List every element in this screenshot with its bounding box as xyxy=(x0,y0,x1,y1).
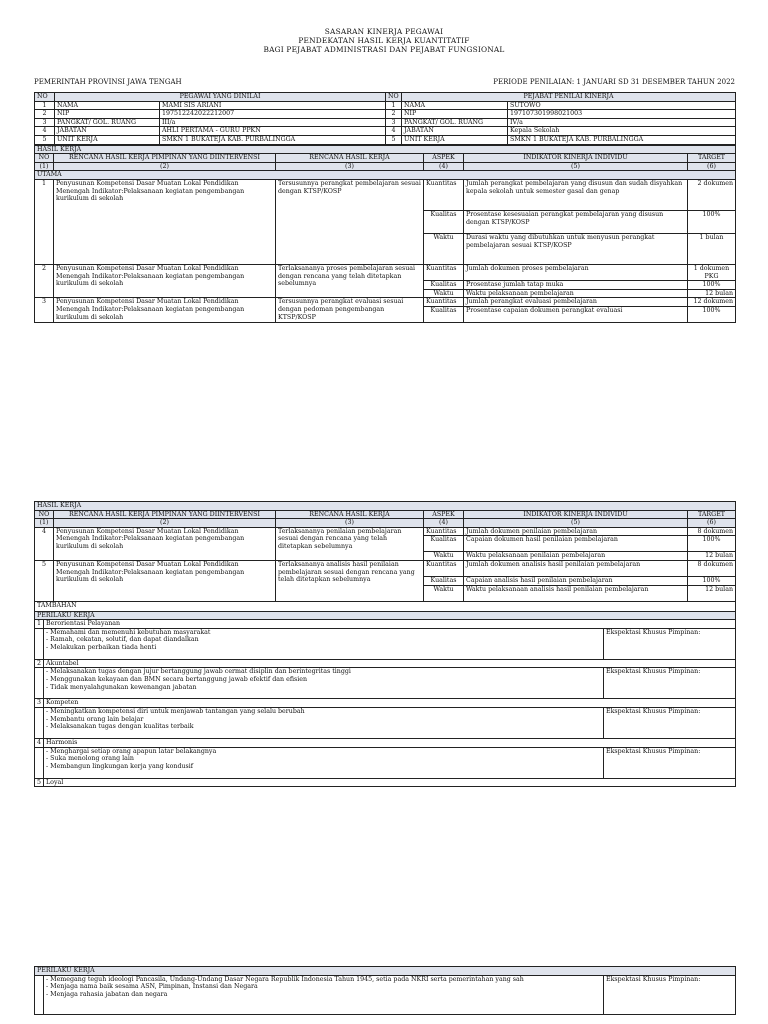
perilaku-title: Kompeten xyxy=(44,699,736,708)
id-no: 4 xyxy=(386,127,402,136)
indikator: Waktu pelaksanaan penilaian pembelajaran xyxy=(464,552,688,561)
perilaku-point: - Menjaga rahasia jabatan dan negara xyxy=(46,990,168,998)
col-target: TARGET xyxy=(688,510,736,519)
aspek: Kualitas xyxy=(424,306,464,322)
col-indikator: INDIKATOR KINERJA INDIVIDU xyxy=(464,510,688,519)
perilaku-table-cont xyxy=(34,966,736,1015)
doc-subtitle: PENDEKATAN HASIL KERJA KUANTITATIF xyxy=(298,36,470,45)
rhk-pimpinan: Penyusunan Kompetensi Dasar Muatan Lokal Pendidikan Menengah Indikator:Pelaksanaan kegiatan pengembangan kurikulum di sekolah xyxy=(54,179,276,264)
id-value: IV/a xyxy=(508,118,736,127)
doc-title: SASARAN KINERJA PEGAWAI xyxy=(324,27,444,36)
id-label: NIP xyxy=(55,110,160,119)
perilaku-title: Akuntabel xyxy=(44,659,736,668)
perilaku-title: Loyal xyxy=(44,778,736,787)
aspek: Kualitas xyxy=(424,281,464,290)
perilaku-heading: PERILAKU KERJA xyxy=(35,967,736,976)
target: 1 dokumen PKG xyxy=(688,264,736,280)
aspek: Kuantitas xyxy=(424,298,464,307)
id-label: NIP xyxy=(402,110,508,119)
target: 100% xyxy=(688,576,736,585)
target: 12 bulan xyxy=(688,289,736,298)
ekspektasi: Ekspektasi Khusus Pimpinan: xyxy=(604,747,736,778)
perilaku-points xyxy=(44,628,604,659)
target: 100% xyxy=(688,536,736,552)
col-no: NO xyxy=(35,154,54,163)
col-num: (3) xyxy=(276,519,424,528)
target: 1 bulan xyxy=(688,233,736,264)
perilaku-point: - Melaksanakan tugas dengan kualitas terbaik xyxy=(46,723,194,731)
col-num: (2) xyxy=(54,519,276,528)
no-header: NO xyxy=(35,93,55,102)
id-no: 5 xyxy=(386,135,402,144)
rhk-pimpinan: Penyusunan Kompetensi Dasar Muatan Lokal Pendidikan Menengah Indikator:Pelaksanaan kegiatan pengembangan kurikulum di sekolah xyxy=(54,527,276,560)
perilaku-point: - Membangun lingkungan kerja yang kondusif xyxy=(46,762,194,770)
col-indikator: INDIKATOR KINERJA INDIVIDU xyxy=(464,154,688,163)
target: 100% xyxy=(688,210,736,233)
perilaku-no: 5 xyxy=(35,778,44,787)
col-num: (1) xyxy=(35,519,54,528)
perilaku-points xyxy=(44,707,604,738)
id-value: Kepala Sekolah xyxy=(508,127,736,136)
indikator: Capaian dokumen hasil penilaian pembelajaran xyxy=(464,536,688,552)
perilaku-no: 2 xyxy=(35,659,44,668)
page-2 xyxy=(34,501,735,787)
col-num: (4) xyxy=(424,519,464,528)
aspek: Waktu xyxy=(424,289,464,298)
col-aspek: ASPEK xyxy=(424,154,464,163)
perilaku-points xyxy=(44,975,604,1014)
col-num: (5) xyxy=(464,162,688,171)
col-num: (6) xyxy=(688,519,736,528)
perilaku-no: 4 xyxy=(35,738,44,747)
aspek: Kualitas xyxy=(424,210,464,233)
indikator: Prosentase kesesuaian perangkat pembelajaran yang disusun dengan KTSP/KOSP xyxy=(464,210,688,233)
perilaku-point: - Ramah, cekatan, solutif, dan dapat diandalkan xyxy=(46,636,199,644)
aspek: Kuantitas xyxy=(424,527,464,536)
target: 100% xyxy=(688,306,736,322)
perilaku-point: - Tidak menyalahgunakan kewenangan jabatan xyxy=(46,683,197,691)
rhk-pimpinan: Penyusunan Kompetensi Dasar Muatan Lokal Pendidikan Menengah Indikator:Pelaksanaan kegiatan pengembangan kurikulum di sekolah xyxy=(54,560,276,601)
rhk: Tersusunnya perangkat evaluasi sesuai dengan pedoman pengembangan KTSP/KOSP xyxy=(276,298,424,323)
perilaku-point: - Memegang teguh ideologi Pancasila, Undang-Undang Dasar Negara Republik Indonesia Tahun 1945, setia pada NKRI serta pemerintahan yang sah xyxy=(46,975,524,983)
doc-subtitle-2: BAGI PEJABAT ADMINISTRASI DAN PEJABAT FUNGSIONAL xyxy=(263,45,505,54)
page-1 xyxy=(34,92,735,323)
perilaku-no: 1 xyxy=(35,620,44,629)
id-label: UNIT KERJA xyxy=(402,135,508,144)
perilaku-point: - Membantu orang lain belajar xyxy=(46,715,144,723)
perilaku-point: - Memahami dan memenuhi kebutuhan masyarakat xyxy=(46,628,211,636)
aspek: Kuantitas xyxy=(424,560,464,576)
id-value: SMKN 1 BUKATEJA KAB. PURBALINGGA xyxy=(160,135,386,144)
ekspektasi: Ekspektasi Khusus Pimpinan: xyxy=(604,975,736,1014)
perilaku-points xyxy=(44,747,604,778)
indikator: Jumlah dokumen penilaian pembelajaran xyxy=(464,527,688,536)
col-target: TARGET xyxy=(688,154,736,163)
rhk: Tersusunnya perangkat pembelajaran sesuai dengan KTSP/KOSP xyxy=(276,179,424,264)
id-no: 5 xyxy=(35,135,55,144)
id-value: SUTOWO xyxy=(508,101,736,110)
ekspektasi: Ekspektasi Khusus Pimpinan: xyxy=(604,707,736,738)
perilaku-point: - Menghargai setiap orang apapun latar belakangnya xyxy=(46,747,217,755)
indikator: Prosentase capaian dokumen perangkat evaluasi xyxy=(464,306,688,322)
aspek: Waktu xyxy=(424,233,464,264)
page-3 xyxy=(34,966,735,1015)
ekspektasi: Ekspektasi Khusus Pimpinan: xyxy=(604,668,736,699)
rhk: Terlaksananya analisis hasil penilaian pembelajaran sesuai dengan rencana yang telah ditetapkan sebelumnya xyxy=(276,560,424,601)
perilaku-point: - Menjaga nama baik sesama ASN, Pimpinan, Instansi dan Negara xyxy=(46,983,258,991)
perilaku-heading: PERILAKU KERJA xyxy=(35,611,736,620)
aspek: Kualitas xyxy=(424,576,464,585)
perilaku-point: - Melakukan perbaikan tiada henti xyxy=(46,643,157,651)
target: 12 dokumen xyxy=(688,298,736,307)
perilaku-point: - Suka menolong orang lain xyxy=(46,755,134,763)
indikator: Jumlah perangkat evaluasi pembelajaran xyxy=(464,298,688,307)
indikator: Waktu pelaksanaan pembelajaran xyxy=(464,289,688,298)
col-aspek: ASPEK xyxy=(424,510,464,519)
col-rhk: RENCANA HASIL KERJA xyxy=(276,510,424,519)
id-label: JABATAN xyxy=(55,127,160,136)
id-value: MAMI SIS ARIANI xyxy=(160,101,386,110)
aspek: Kuantitas xyxy=(424,264,464,280)
item-no: 2 xyxy=(35,264,54,297)
id-no: 4 xyxy=(35,127,55,136)
id-label: NAMA xyxy=(55,101,160,110)
col-num: (5) xyxy=(464,519,688,528)
rhk: Terlaksananya penilaian pembelajaran sesuai dengan rencana yang telah ditetapkan sebelumnya xyxy=(276,527,424,560)
target: 8 dokumen xyxy=(688,527,736,536)
id-no: 1 xyxy=(35,101,55,110)
col-no: NO xyxy=(35,510,54,519)
item-no: 5 xyxy=(35,560,54,601)
aspek: Kuantitas xyxy=(424,179,464,210)
indikator: Prosentase jumlah tatap muka xyxy=(464,281,688,290)
item-no: 4 xyxy=(35,527,54,560)
id-value: AHLI PERTAMA - GURU PPKN xyxy=(160,127,386,136)
rhk: Terlaksananya proses pembelajaran sesuai dengan rencana yang telah ditetapkan sebelumnya xyxy=(276,264,424,297)
target: 2 dokumen xyxy=(688,179,736,210)
id-value: SMKN 1 BUKATEJA KAB. PURBALINGGA xyxy=(508,135,736,144)
id-label: UNIT KERJA xyxy=(55,135,160,144)
hasil-kerja-heading: HASIL KERJA xyxy=(35,502,736,511)
instansi: PEMERINTAH PROVINSI JAWA TENGAH xyxy=(34,78,182,86)
col-rhk-pimpinan: RENCANA HASIL KERJA PIMPINAN YANG DIINTERVENSI xyxy=(54,154,276,163)
item-no: 1 xyxy=(35,179,54,264)
perilaku-no: 3 xyxy=(35,699,44,708)
col-num: (4) xyxy=(424,162,464,171)
indikator: Capaian analisis hasil penilaian pembelajaran xyxy=(464,576,688,585)
perilaku-title: Harmonis xyxy=(44,738,736,747)
id-label: PANGKAT/ GOL. RUANG xyxy=(55,118,160,127)
target: 12 bulan xyxy=(688,585,736,601)
id-label: JABATAN xyxy=(402,127,508,136)
aspek: Waktu xyxy=(424,585,464,601)
id-value: 197512242022212007 xyxy=(160,110,386,119)
id-label: PANGKAT/ GOL. RUANG xyxy=(402,118,508,127)
perilaku-point: - Meningkatkan kompetensi diri untuk menjawab tantangan yang selalu berubah xyxy=(46,707,305,715)
target: 100% xyxy=(688,281,736,290)
rhk-pimpinan: Penyusunan Kompetensi Dasar Muatan Lokal Pendidikan Menengah Indikator:Pelaksanaan kegiatan pengembangan kurikulum di sekolah xyxy=(54,298,276,323)
perilaku-table xyxy=(34,619,736,787)
hasil-kerja-heading: HASIL KERJA xyxy=(35,145,736,154)
target: 12 bulan xyxy=(688,552,736,561)
periode: PERIODE PENILAIAN: 1 JANUARI SD 31 DESEMBER TAHUN 2022 xyxy=(493,78,735,86)
indikator: Jumlah perangkat pembelajaran yang disusun dan sudah disyahkan kepala sekolah untuk semester gasal dan genap xyxy=(464,179,688,210)
perilaku-point: - Melaksanakan tugas dengan jujur bertanggung jawab cermat disiplin dan berintegritas tinggi xyxy=(46,668,351,676)
col-num: (6) xyxy=(688,162,736,171)
col-num: (3) xyxy=(276,162,424,171)
id-value: III/a xyxy=(160,118,386,127)
id-no: 2 xyxy=(386,110,402,119)
identity-table xyxy=(34,92,736,145)
pegawai-header: PEGAWAI YANG DINILAI xyxy=(55,93,386,102)
id-no: 3 xyxy=(386,118,402,127)
perilaku-title: Berorientasi Pelayanan xyxy=(44,620,736,629)
rhk-pimpinan: Penyusunan Kompetensi Dasar Muatan Lokal Pendidikan Menengah Indikator:Pelaksanaan kegiatan pengembangan kurikulum di sekolah xyxy=(54,264,276,297)
item-no: 3 xyxy=(35,298,54,323)
id-value: 197107301998021003 xyxy=(508,110,736,119)
tambahan-heading: TAMBAHAN xyxy=(35,601,736,611)
aspek: Kualitas xyxy=(424,536,464,552)
penilai-header: PEJABAT PENILAI KINERJA xyxy=(402,93,736,102)
ekspektasi: Ekspektasi Khusus Pimpinan: xyxy=(604,628,736,659)
id-no: 1 xyxy=(386,101,402,110)
col-num: (2) xyxy=(54,162,276,171)
id-no: 3 xyxy=(35,118,55,127)
target: 8 dokumen xyxy=(688,560,736,576)
indikator: Durasi waktu yang dibutuhkan untuk menyusun perangkat pembelajaran sesuai KTSP/KOSP xyxy=(464,233,688,264)
col-rhk-pimpinan: RENCANA HASIL KERJA PIMPINAN YANG DIINTERVENSI xyxy=(54,510,276,519)
indikator: Waktu pelaksanaan analisis hasil penilaian pembelajaran xyxy=(464,585,688,601)
col-num: (1) xyxy=(35,162,54,171)
perilaku-point: - Menggunakan kekayaan dan BMN secara bertanggung jawab efektif dan efisien xyxy=(46,675,308,683)
no-header: NO xyxy=(386,93,402,102)
aspek: Waktu xyxy=(424,552,464,561)
hasil-kerja-table-1 xyxy=(34,145,736,323)
id-label: NAMA xyxy=(402,101,508,110)
indikator: Jumlah dokumen analisis hasil penilaian pembelajaran xyxy=(464,560,688,576)
id-no: 2 xyxy=(35,110,55,119)
perilaku-points xyxy=(44,668,604,699)
hasil-kerja-table-2 xyxy=(34,501,736,620)
utama-heading: UTAMA xyxy=(35,171,736,180)
col-rhk: RENCANA HASIL KERJA xyxy=(276,154,424,163)
indikator: Jumlah dokumen proses pembelajaran xyxy=(464,264,688,280)
